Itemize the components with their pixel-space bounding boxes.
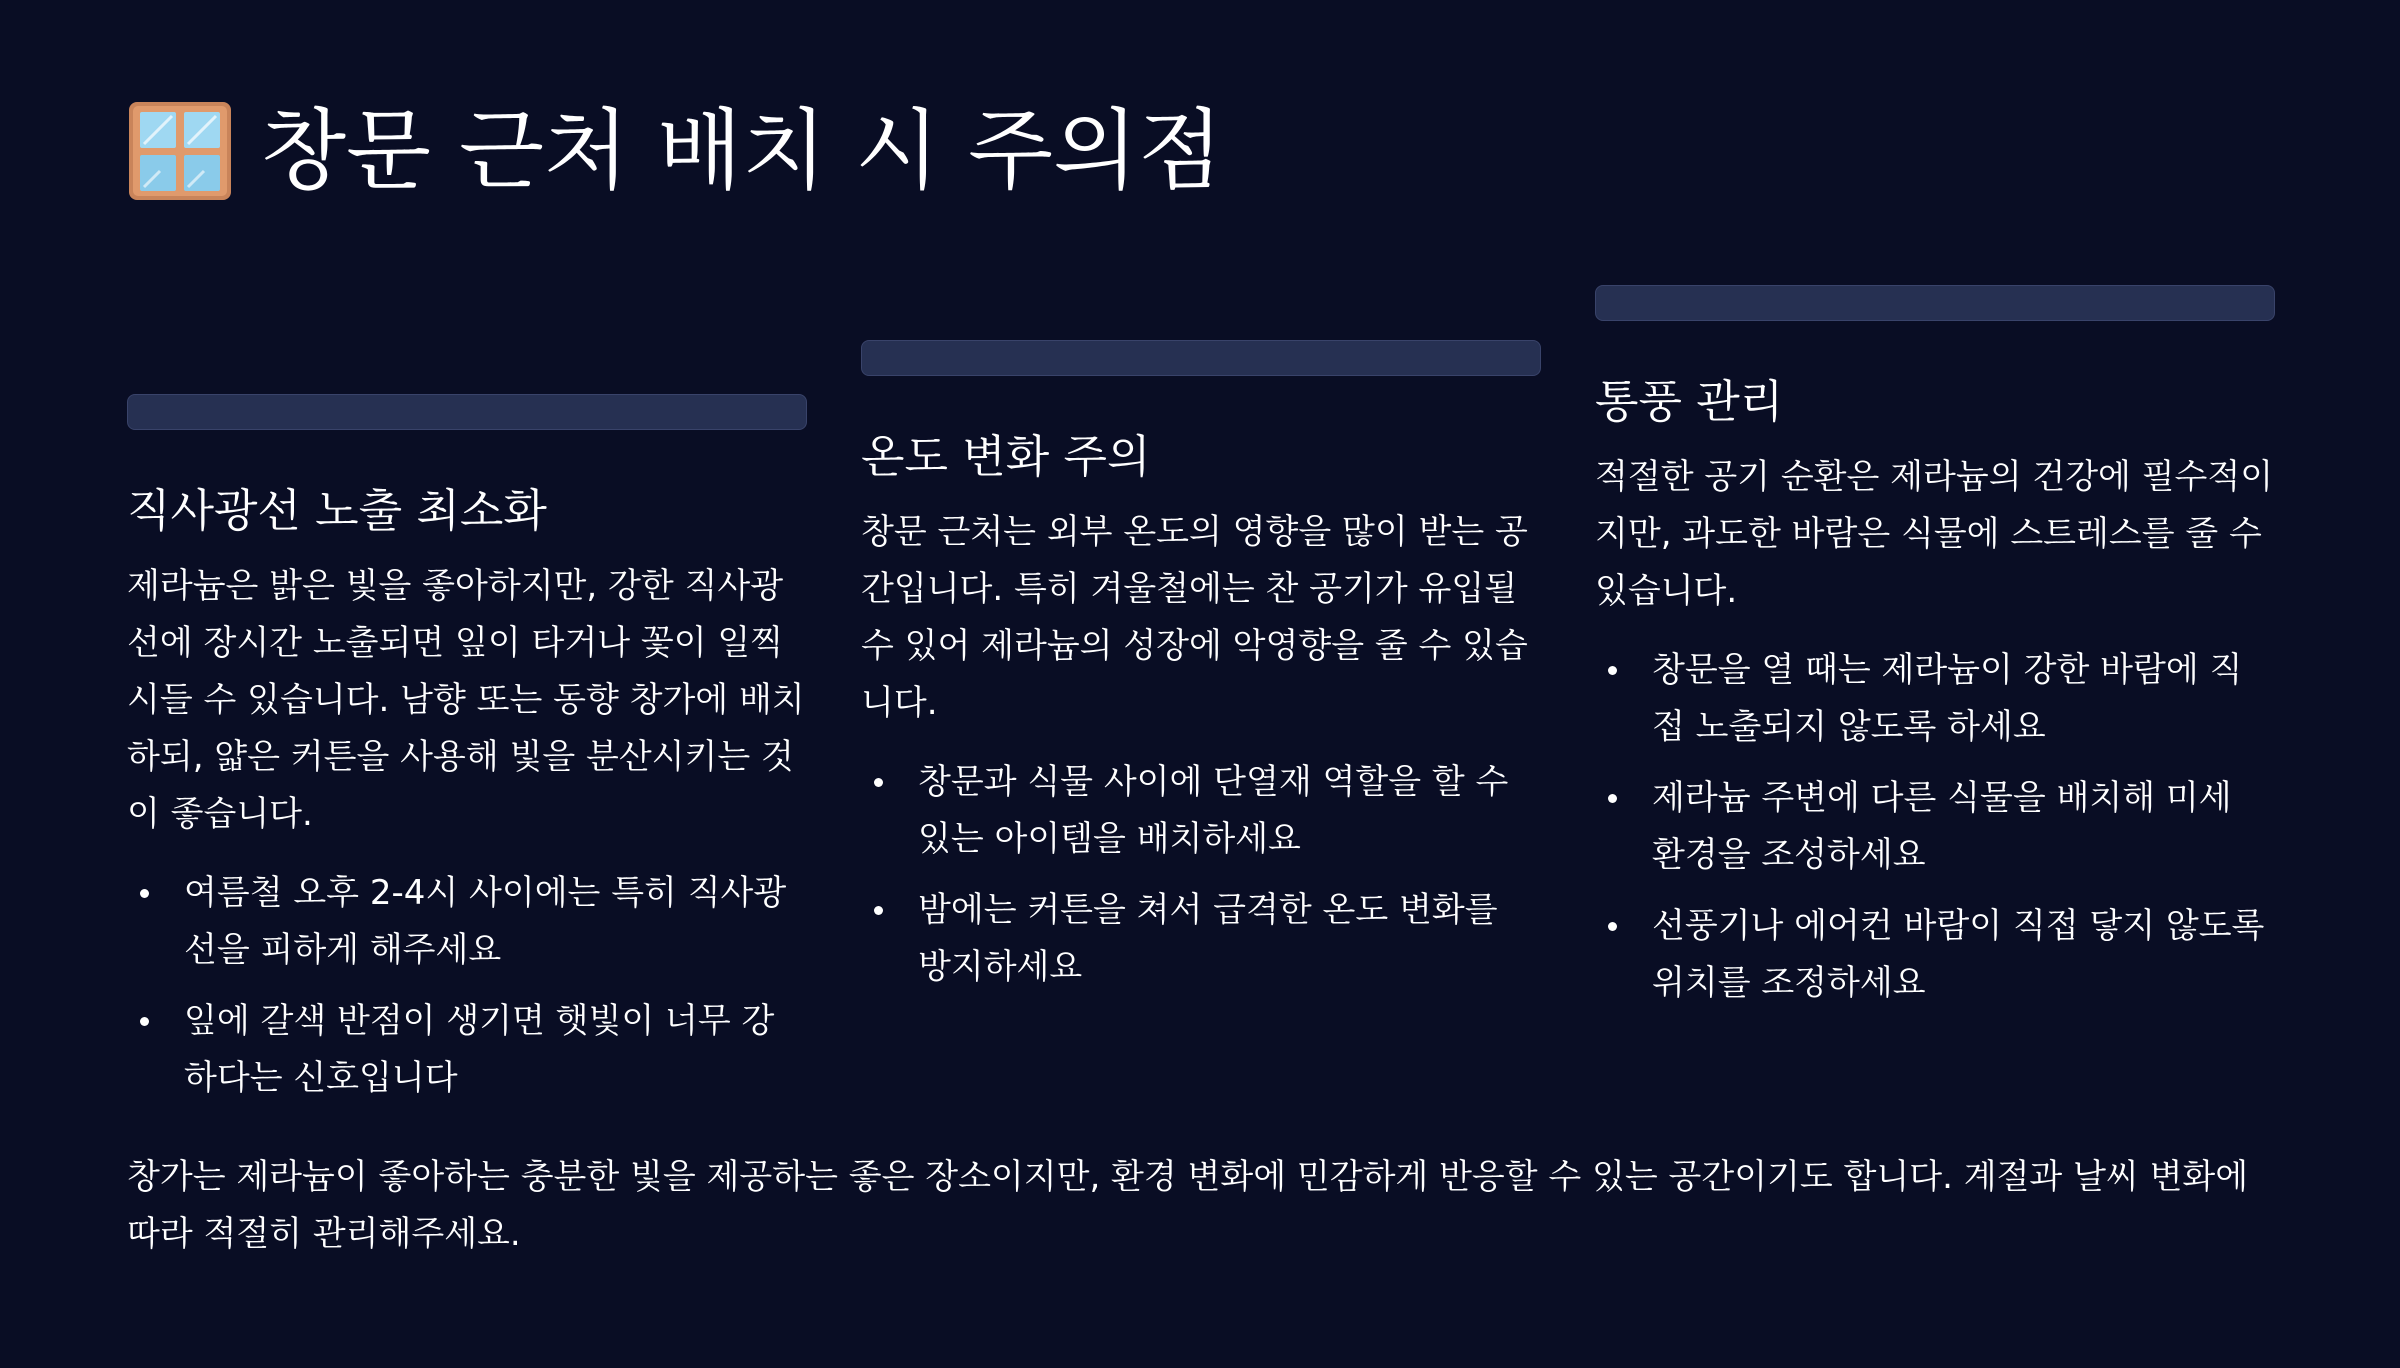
window-icon: [127, 100, 233, 202]
bullet-text: 선풍기나 에어컨 바람이 직접 닿지 않도록 위치를 조정하세요: [1652, 906, 2265, 1003]
column-direct-sunlight: [127, 394, 807, 1121]
column-body: 적절한 공기 순환은 제라늄의 건강에 필수적이지만, 과도한 바람은 식물에 스트레스를 줄 수 있습니다.: [1595, 457, 2274, 611]
column-heading: 직사광선 노출 최소화: [127, 484, 547, 537]
bullet-text: 잎에 갈색 반점이 생기면 햇빛이 너무 강하다는 신호입니다: [184, 1001, 775, 1098]
column-header-bar: [861, 340, 1541, 376]
bullet-item: [1595, 898, 2275, 1012]
bullet-text: 밤에는 커튼을 쳐서 급격한 온도 변화를 방지하세요: [918, 890, 1498, 987]
bullet-dot: [874, 778, 883, 787]
column-heading: 통풍 관리: [1595, 375, 1784, 428]
bullet-item: [127, 993, 807, 1107]
column-body: 창문 근처는 외부 온도의 영향을 많이 받는 공간입니다. 특히 겨울철에는 찬 공기가 유입될 수 있어 제라늄의 성장에 악영향을 줄 수 있습니다.: [861, 512, 1528, 723]
bullet-text: 여름철 오후 2-4시 사이에는 특히 직사광선을 피하게 해주세요: [184, 873, 787, 970]
page-title: 창문 근처 배치 시 주의점: [261, 99, 1223, 202]
bullet-dot: [140, 889, 149, 898]
bullet-item: [1595, 642, 2275, 756]
bullet-item: [1595, 770, 2275, 884]
bullet-text: 창문을 열 때는 제라늄이 강한 바람에 직접 노출되지 않도록 하세요: [1652, 650, 2243, 747]
column-ventilation: [1595, 285, 2275, 1026]
column-temperature: [861, 340, 1541, 1010]
bullet-dot: [1608, 922, 1617, 931]
bullet-item: [127, 865, 807, 979]
bullet-list: [127, 865, 807, 1107]
footer-note: 창가는 제라늄이 좋아하는 충분한 빛을 제공하는 좋은 장소이지만, 환경 변화에 민감하게 반응할 수 있는 공간이기도 합니다. 계절과 날씨 변화에 따라 적절히 관리해주세요.: [127, 1157, 2249, 1254]
bullet-item: [861, 754, 1541, 868]
bullet-text: 제라늄 주변에 다른 식물을 배치해 미세 환경을 조성하세요: [1652, 778, 2232, 875]
column-header-bar: [1595, 285, 2275, 321]
bullet-dot: [1608, 666, 1617, 675]
bullet-dot: [1608, 794, 1617, 803]
bullet-text: 창문과 식물 사이에 단열재 역할을 할 수 있는 아이템을 배치하세요: [918, 762, 1509, 859]
column-body: 제라늄은 밝은 빛을 좋아하지만, 강한 직사광선에 장시간 노출되면 잎이 타거나 꽃이 일찍 시들 수 있습니다. 남향 또는 동향 창가에 배치하되, 얇은 커튼을 사용해 빛을 분산시키는 것이 좋습니다.: [127, 566, 805, 834]
title-row: [127, 98, 1223, 204]
bullet-dot: [874, 906, 883, 915]
bullet-item: [861, 882, 1541, 996]
bullet-list: [1595, 642, 2275, 1012]
bullet-dot: [140, 1017, 149, 1026]
column-header-bar: [127, 394, 807, 430]
bullet-list: [861, 754, 1541, 996]
column-heading: 온도 변화 주의: [861, 430, 1151, 483]
